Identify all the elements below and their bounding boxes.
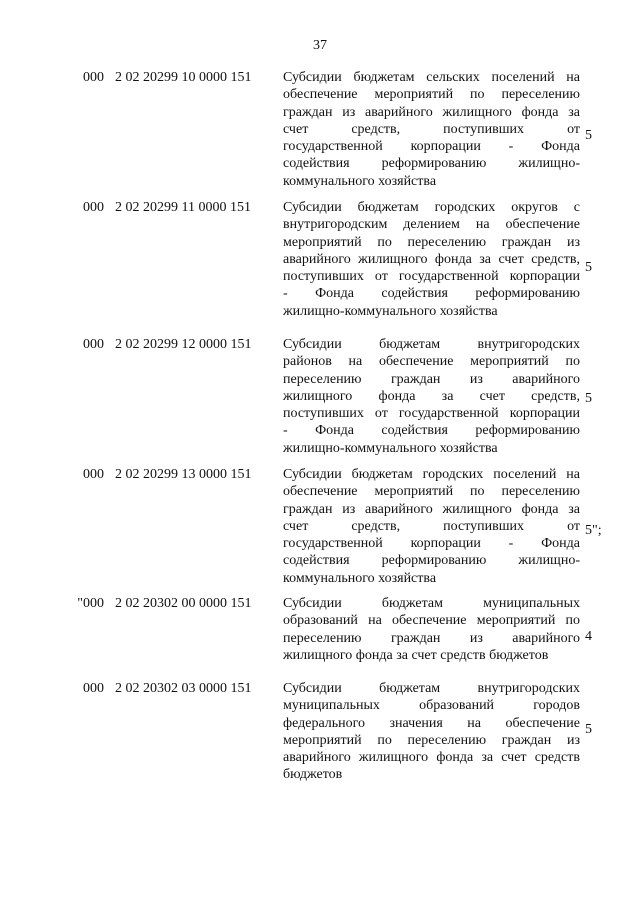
description-line: счет средств, поступивших от xyxy=(283,121,580,137)
description-line: Субсидии бюджетам внутригородских xyxy=(283,337,580,352)
description-line: переселению граждан из аварийного xyxy=(283,371,580,387)
description-line: содействия реформированию жилищно- xyxy=(283,553,580,569)
row-amount: 5 xyxy=(585,128,592,143)
description-line: Субсидии бюджетам внутригородских xyxy=(283,681,580,696)
row-description xyxy=(283,466,580,587)
description-line: граждан из аварийного жилищного фонда за xyxy=(283,501,580,517)
description-line: обеспечение мероприятий по переселению xyxy=(283,87,580,103)
description-line: жилищного фонда за счет средств, xyxy=(283,388,580,404)
row-description xyxy=(283,199,580,320)
row-description xyxy=(283,595,580,664)
admin-code: "000 xyxy=(77,596,104,611)
budget-classification-code: 2 02 20302 03 0000 151 xyxy=(115,681,252,696)
description-line: переселению граждан из аварийного xyxy=(283,630,580,646)
description-line: жилищно-коммунального хозяйства xyxy=(283,303,498,319)
budget-classification-code: 2 02 20299 12 0000 151 xyxy=(115,337,252,352)
row-amount: 5 xyxy=(585,722,592,737)
budget-classification-code: 2 02 20299 13 0000 151 xyxy=(115,467,252,482)
description-line: районов на обеспечение мероприятий по xyxy=(283,354,580,370)
description-line: жилищного фонда за счет средств бюджетов xyxy=(283,647,549,663)
row-description xyxy=(283,69,580,190)
admin-code: 000 xyxy=(83,681,104,696)
description-line: Субсидии бюджетам муниципальных xyxy=(283,596,580,611)
description-line: счет средств, поступивших от xyxy=(283,518,580,534)
description-line: жилищно-коммунального хозяйства xyxy=(283,440,498,456)
description-line: обеспечение мероприятий по переселению xyxy=(283,484,580,500)
description-line: мероприятий по переселению граждан из xyxy=(283,234,580,250)
row-amount: 5 xyxy=(585,391,592,406)
description-line: муниципальных образований городов xyxy=(283,698,580,714)
description-line: бюджетов xyxy=(283,767,343,783)
description-line: поступивших от государственной корпорации xyxy=(283,406,580,422)
admin-code: 000 xyxy=(83,70,104,85)
description-line: Субсидии бюджетам сельских поселений на xyxy=(283,70,580,85)
admin-code: 000 xyxy=(83,467,104,482)
description-line: поступивших от государственной корпорации xyxy=(283,269,580,285)
description-line: мероприятий по переселению граждан из xyxy=(283,732,580,748)
budget-classification-code: 2 02 20299 11 0000 151 xyxy=(115,200,251,215)
description-line: государственной корпорации - Фонда xyxy=(283,536,580,552)
description-line: аварийного жилищного фонда за счет средств xyxy=(283,750,580,766)
description-line: внутригородским делением на обеспечение xyxy=(283,217,580,233)
admin-code: 000 xyxy=(83,337,104,352)
description-line: образований на обеспечение мероприятий по xyxy=(283,613,580,629)
description-line: - Фонда содействия реформированию xyxy=(283,423,580,439)
description-line: аварийного жилищного фонда за счет средств, xyxy=(283,251,580,267)
description-line: федерального значения на обеспечение xyxy=(283,715,580,731)
row-amount: 4 xyxy=(585,629,592,644)
row-amount: 5"; xyxy=(585,523,602,538)
admin-code: 000 xyxy=(83,200,104,215)
description-line: Субсидии бюджетам городских поселений на xyxy=(283,467,580,482)
description-line: коммунального хозяйства xyxy=(283,173,437,189)
row-description xyxy=(283,336,580,457)
description-line: граждан из аварийного жилищного фонда за xyxy=(283,104,580,120)
description-line: содействия реформированию жилищно- xyxy=(283,156,580,172)
row-amount: 5 xyxy=(585,260,592,275)
budget-classification-code: 2 02 20302 00 0000 151 xyxy=(115,596,252,611)
row-description xyxy=(283,680,580,784)
budget-classification-code: 2 02 20299 10 0000 151 xyxy=(115,70,252,85)
page-number: 37 xyxy=(313,38,327,53)
description-line: государственной корпорации - Фонда xyxy=(283,139,580,155)
description-line: - Фонда содействия реформированию xyxy=(283,286,580,302)
description-line: коммунального хозяйства xyxy=(283,570,437,586)
description-line: Субсидии бюджетам городских округов с xyxy=(283,200,580,215)
